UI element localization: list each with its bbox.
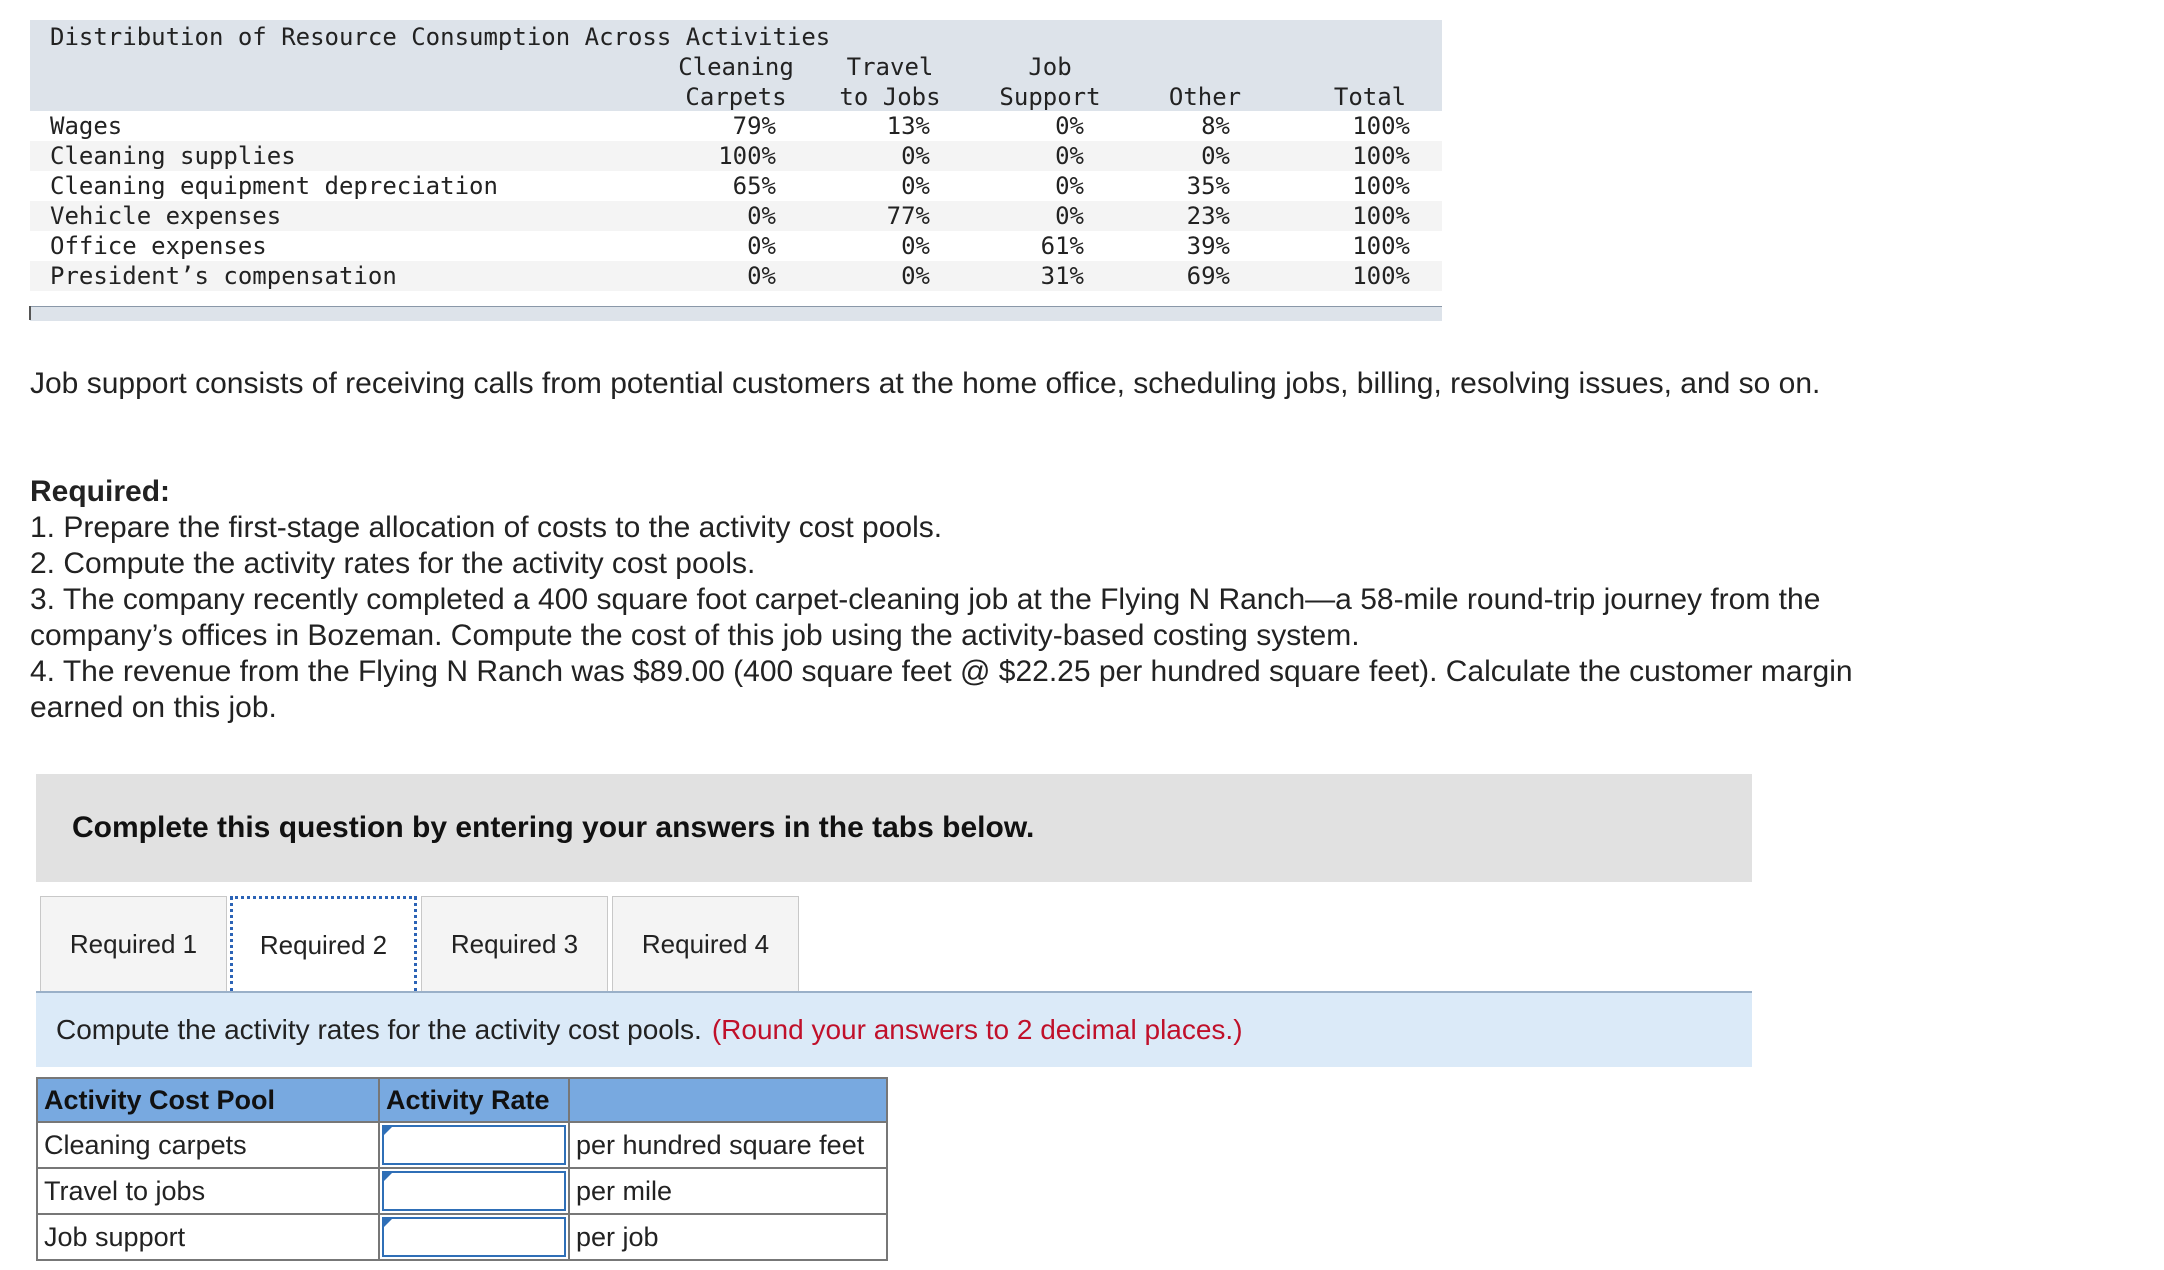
instruction-text: Compute the activity rates for the activity cost pools.	[56, 1014, 702, 1045]
tab-label: Required 1	[69, 929, 198, 959]
table-row	[37, 1168, 887, 1214]
cell-value: 100%	[1352, 142, 1410, 170]
cell-value: 35%	[1186, 172, 1230, 200]
rate-input-cleaning-carpets[interactable]	[382, 1125, 566, 1165]
cell-value: 69%	[1186, 262, 1230, 290]
col-header-job-line1: Job	[1028, 53, 1072, 81]
cell-value: 100%	[1352, 202, 1410, 230]
rounding-note: (Round your answers to 2 decimal places.)	[711, 1014, 1243, 1045]
col-header-cleaning-line2: Carpets	[685, 83, 787, 111]
row-label: Vehicle expenses	[50, 202, 282, 230]
tab-label: Required 2	[259, 930, 388, 960]
row-label: Wages	[50, 112, 123, 140]
row-label: Office expenses	[50, 232, 267, 260]
cell-value: 0%	[1055, 112, 1084, 140]
required-item-3: 3. The company recently completed a 400 square foot carpet-cleaning job at the Flying N Ranch—a 58-mile round-trip journey from the company’s offices in Bozeman. Compute the cost of this job using the activity-based costing system.	[30, 583, 1821, 652]
cell-value: 0%	[747, 202, 776, 230]
rate-input-job-support[interactable]	[382, 1217, 566, 1257]
tab-required-3[interactable]	[421, 896, 608, 992]
cell-value: 100%	[1352, 172, 1410, 200]
cell-value: 39%	[1186, 232, 1230, 260]
tab-required-2[interactable]	[230, 896, 417, 992]
pool-name: Travel to jobs	[37, 1168, 379, 1214]
job-support-paragraph	[30, 366, 1890, 402]
cell-value: 8%	[1201, 112, 1230, 140]
cell-value: 61%	[1040, 232, 1084, 260]
required-item-4: 4. The revenue from the Flying N Ranch was $89.00 (400 square feet @ $22.25 per hundred square feet). Calculate the customer margin earned on this job.	[30, 655, 1853, 724]
job-support-note: Job support consists of receiving calls from potential customers at the home office, scheduling jobs, billing, resolving issues, and so on.	[30, 367, 1821, 400]
rate-unit: per hundred square feet	[569, 1122, 887, 1168]
question-instruction-box	[36, 774, 1752, 882]
header-activity-rate: Activity Rate	[379, 1078, 569, 1122]
table-row	[37, 1214, 887, 1260]
cell-value: 100%	[1352, 232, 1410, 260]
header-unit	[569, 1078, 887, 1122]
cell-value: 0%	[901, 262, 930, 290]
cell-value: 23%	[1186, 202, 1230, 230]
col-header-job-line2: Support	[999, 83, 1101, 111]
cell-value: 0%	[1201, 142, 1230, 170]
cell-value: 0%	[1055, 142, 1084, 170]
table-footer-marker	[29, 306, 31, 320]
cell-value: 0%	[1055, 172, 1084, 200]
tab-required-1[interactable]	[40, 896, 227, 992]
tab-label: Required 4	[641, 929, 770, 959]
instruction-bar	[36, 993, 1752, 1067]
cell-value: 100%	[1352, 112, 1410, 140]
table-header-row	[37, 1078, 887, 1122]
col-header-total: Total	[1333, 83, 1407, 111]
cell-value: 100%	[1352, 262, 1410, 290]
required-item-1: 1. Prepare the first-stage allocation of costs to the activity cost pools.	[30, 511, 943, 544]
question-instruction-text: Complete this question by entering your answers in the tabs below.	[72, 811, 1035, 844]
col-header-travel-line2: to Jobs	[839, 83, 941, 111]
row-label: Cleaning supplies	[50, 142, 296, 170]
cell-value: 0%	[747, 232, 776, 260]
pool-name: Cleaning carpets	[37, 1122, 379, 1168]
cell-value: 0%	[901, 172, 930, 200]
rate-cell	[379, 1168, 569, 1214]
cell-value: 77%	[886, 202, 930, 230]
tab-label: Required 3	[450, 929, 579, 959]
row-label: Cleaning equipment depreciation	[50, 172, 498, 200]
pool-name: Job support	[37, 1214, 379, 1260]
distribution-table	[30, 20, 1442, 320]
required-item-2: 2. Compute the activity rates for the activity cost pools.	[30, 547, 756, 580]
input-marker-icon	[382, 1171, 394, 1183]
rate-cell	[379, 1214, 569, 1260]
table-footer-band	[30, 306, 1442, 321]
cell-value: 79%	[732, 112, 776, 140]
cell-value: 65%	[732, 172, 776, 200]
rate-input-travel-to-jobs[interactable]	[382, 1171, 566, 1211]
rate-cell	[379, 1122, 569, 1168]
col-header-other: Other	[1168, 83, 1242, 111]
col-header-travel-line1: Travel	[846, 53, 934, 81]
cell-value: 0%	[747, 262, 776, 290]
cell-value: 0%	[901, 142, 930, 170]
input-marker-icon	[382, 1217, 394, 1229]
tab-required-4[interactable]	[612, 896, 799, 992]
row-label: President’s compensation	[50, 262, 397, 290]
table-row	[37, 1122, 887, 1168]
activity-rate-table	[36, 1077, 888, 1261]
cell-value: 100%	[718, 142, 776, 170]
col-header-cleaning-line1: Cleaning	[678, 53, 794, 81]
cell-value: 0%	[901, 232, 930, 260]
required-section	[30, 474, 1910, 726]
cell-value: 0%	[1055, 202, 1084, 230]
table-title: Distribution of Resource Consumption Across Activities	[50, 23, 831, 51]
required-heading: Required:	[30, 475, 171, 508]
rate-unit: per job	[569, 1214, 887, 1260]
header-activity-cost-pool: Activity Cost Pool	[37, 1078, 379, 1122]
cell-value: 13%	[886, 112, 930, 140]
cell-value: 31%	[1040, 262, 1084, 290]
input-marker-icon	[382, 1125, 394, 1137]
rate-unit: per mile	[569, 1168, 887, 1214]
